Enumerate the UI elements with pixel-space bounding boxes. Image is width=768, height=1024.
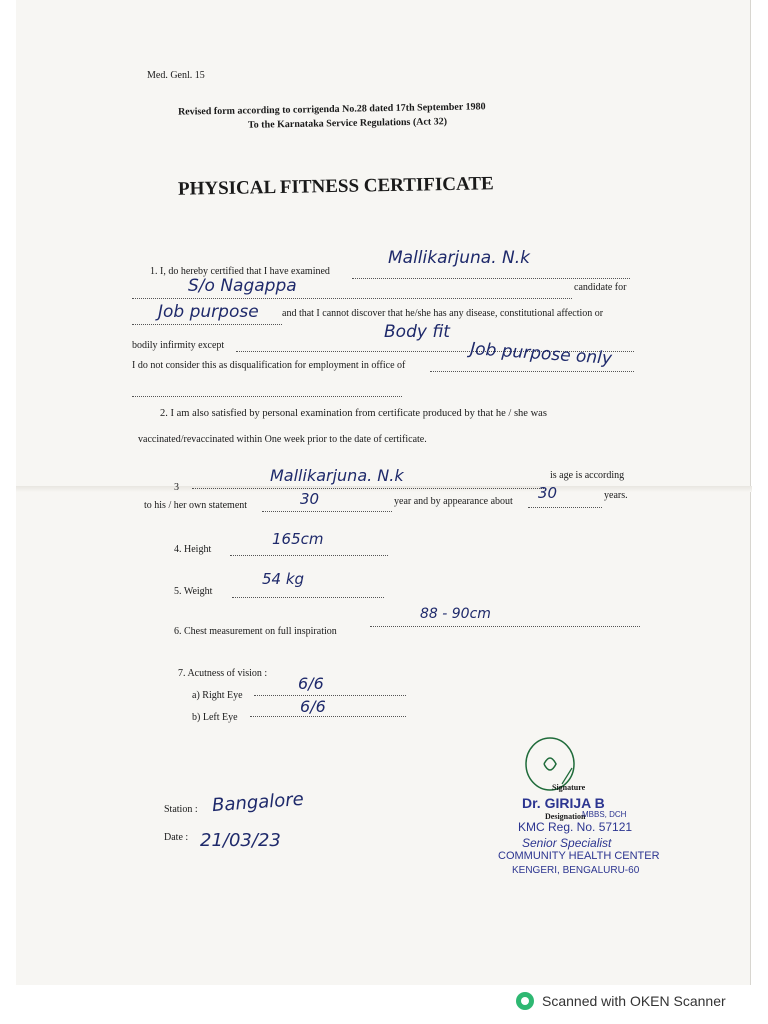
dotted-line (528, 507, 602, 508)
dotted-line (370, 626, 640, 627)
exception-note: Body fit (384, 322, 450, 342)
page-title: PHYSICAL FITNESS CERTIFICATE (177, 173, 494, 200)
weight-value: 54 kg (262, 570, 305, 588)
weight-label: 5. Weight (174, 586, 213, 597)
left-eye-label: b) Left Eye (192, 712, 238, 723)
age-according-label: is age is according (550, 470, 625, 481)
date-label: Date : (164, 832, 189, 843)
dotted-line (352, 278, 630, 279)
stamp-reg: KMC Reg. No. 57121 (518, 820, 633, 834)
candidate-for-label: candidate for (574, 282, 627, 293)
vision-label: 7. Acutness of vision : (178, 668, 268, 679)
stamp-doctor-name: Dr. GIRIJA B (522, 795, 605, 811)
section3-number: 3 (174, 482, 179, 493)
section2-line2: vaccinated/revaccinated within One week prior to the date of certificate. (138, 434, 427, 445)
right-eye-value: 6/6 (298, 674, 324, 693)
revision-line-1: Revised form according to corrigenda No.28 dated 17th September 1980 (177, 101, 486, 118)
dotted-line (430, 371, 634, 372)
dotted-line (132, 324, 282, 325)
right-eye-label: a) Right Eye (192, 690, 243, 701)
chest-value: 88 - 90cm (420, 606, 491, 622)
appearance-age: 30 (538, 484, 558, 502)
bodily-infirmity-label: bodily infirmity except (132, 340, 225, 351)
signature-label: Signature (552, 783, 586, 792)
dotted-line (192, 488, 546, 489)
office-note: Job purpose only (469, 339, 613, 369)
stated-age: 30 (300, 490, 320, 508)
stamp-degree: MBBS, DCH (582, 810, 627, 819)
dotted-line (262, 511, 392, 512)
stamp-place: KENGERI, BENGALURU-60 (512, 865, 640, 876)
oken-scanner-logo-icon (516, 992, 534, 1010)
section1-lead: 1. I, do hereby certified that I have examined (150, 266, 330, 277)
dotted-line (232, 597, 384, 598)
scanner-label: Scanned with OKEN Scanner (542, 993, 726, 1009)
certificate-page (16, 0, 751, 985)
examined-name: Mallikarjuna. N.k (388, 248, 530, 268)
years-label: years. (604, 490, 628, 501)
height-label: 4. Height (174, 544, 212, 555)
appearance-label: year and by appearance about (394, 496, 513, 507)
relation-name: S/o Nagappa (188, 276, 297, 296)
station-label: Station : (164, 804, 198, 815)
chest-label: 6. Chest measurement on full inspiration (174, 626, 337, 637)
form-code: Med. Genl. 15 (147, 70, 205, 81)
stamp-org: COMMUNITY HEALTH CENTER (498, 850, 660, 862)
stamp-title: Senior Specialist (522, 836, 612, 850)
dotted-line (132, 298, 572, 299)
dotted-line (250, 716, 406, 717)
date-value: 21/03/23 (200, 830, 281, 851)
station-value: Bangalore (211, 788, 305, 817)
section3-name: Mallikarjuna. N.k (270, 466, 404, 485)
section2-line1: 2. I am also satisfied by personal examination from certificate produced by that he / she was (160, 408, 547, 419)
designation-label: Designation (545, 812, 586, 821)
not-consider-label: I do not consider this as disqualification for employment in office of (132, 360, 406, 371)
height-value: 165cm (272, 530, 324, 548)
dotted-line (132, 396, 402, 397)
own-statement-label: to his / her own statement (144, 500, 248, 511)
and-statement: and that I cannot discover that he/she has any disease, constitutional affection or (282, 308, 604, 319)
left-eye-value: 6/6 (300, 697, 326, 716)
scanner-watermark (516, 990, 726, 1012)
dotted-line (230, 555, 388, 556)
purpose: Job purpose (158, 302, 259, 322)
dotted-line (254, 695, 406, 696)
revision-line-2: To the Karnataka Service Regulations (Act 32) (247, 116, 448, 131)
page-fold (16, 486, 752, 492)
